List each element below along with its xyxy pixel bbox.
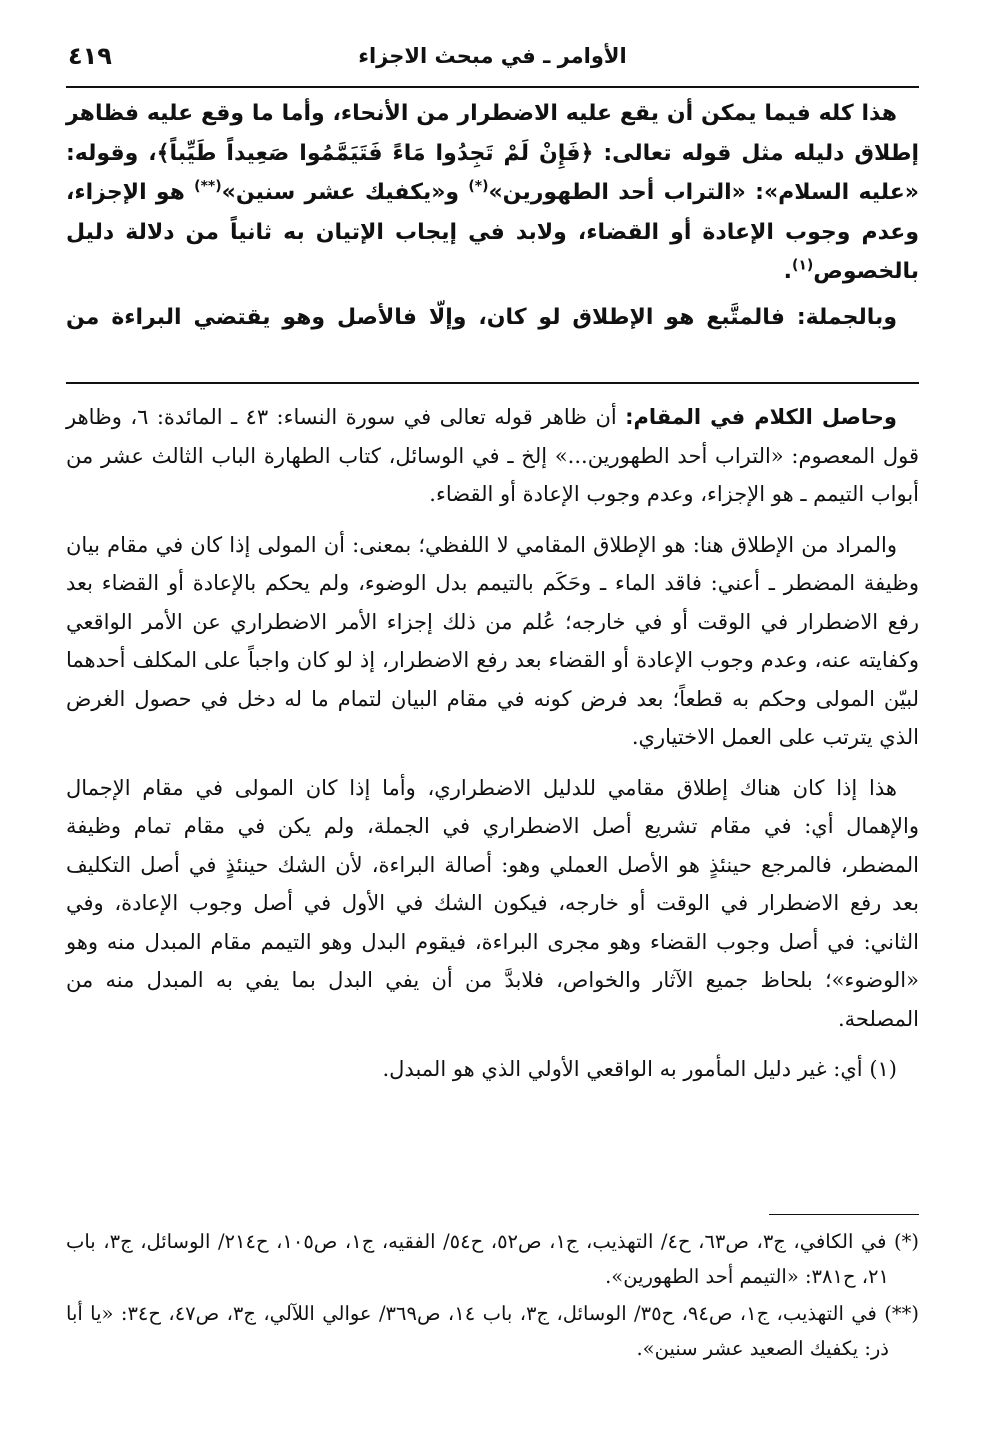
quran-verse: ﴿فَإِنْ لَمْ تَجِدُوا مَاءً فَتَيَمَّمُوا صَعِيداً طَيِّباً﴾ — [156, 140, 594, 166]
page-header — [66, 40, 919, 84]
main-text-segment: ، وقوله: «عليه السلام»: «التراب أحد الطهورين» — [66, 140, 919, 205]
commentary-paragraph: والمراد من الإطلاق هنا: هو الإطلاق المقامي لا اللفظي؛ بمعنى: أن المولى إذا كان في مقام بيان وظيفة المضطر ـ أعني: فاقد الماء ـ وحَكَم بالتيمم بدل الوضوء، ولم يحكم بالإعادة أو القضاء بعد رفع الاضطرار في الوقت أو في خارجه؛ عُلم من ذلك إجزاء الأمر الاضطراري عن الأمر الواقعي وكفايته عنه، وعدم وجوب الإعادة أو القضاء بعد رفع الاضطرار، إذ لو كان واجباً على المكلف أحدهما لبيّن المولى وحكم به قطعاً؛ بعد فرض كونه في مقام البيان لتمام ما له دخل في حصول الغرض الذي يترتب على العمل الاختياري. — [66, 532, 919, 749]
commentary-paragraph — [66, 398, 919, 514]
main-paragraph-continued: وبالجملة: فالمتَّبع هو الإطلاق لو كان، وإلّا فالأصل وهو يقتضي البراءة من — [66, 304, 897, 330]
commentary-divider — [66, 382, 919, 384]
book-page — [66, 0, 919, 1454]
footnote-divider — [769, 1214, 919, 1215]
main-text-segment: . — [783, 259, 792, 284]
main-text-segment: هو الإجزاء، وعدم وجوب الإعادة أو القضاء، ولابد في إيجاب الإتيان به ثانياً من دلالة دليل بالخصوص — [66, 180, 919, 284]
source-marker: (*) — [468, 178, 489, 195]
commentary-section — [66, 398, 919, 1088]
source-footnotes — [66, 1224, 919, 1368]
footnote-marker: (١) — [791, 257, 814, 274]
commentary-lead: وحاصل الكلام في المقام: — [625, 405, 897, 429]
main-text-segment: هذا كله فيما يمكن أن يقع عليه الاضطرار من الأنحاء، وأما ما وقع عليه فظاهر إطلاق دليله مثل قوله تعالى: — [66, 101, 919, 166]
main-text-segment: و«يكفيك عشر سنين» — [221, 180, 469, 205]
commentary-footnote: (١) أي: غير دليل المأمور به الواقعي الأولي الذي هو المبدل. — [382, 1057, 897, 1081]
commentary-paragraph: هذا إذا كان هناك إطلاق مقامي للدليل الاضطراري، وأما إذا كان المولى في مقام الإجمال والإهمال أي: في مقام تشريع أصل الاضطراري في الجملة، ولم يكن في مقام تمام وظيفة المضطر، فالمرجع حينئذٍ هو الأصل العملي وهو: أصالة البراءة، لأن الشك حينئذٍ في أصل التكليف بعد رفع الاضطرار في الوقت أو خارجه، فيكون الشك في الأول في أصل وجوب الإعادة، وفي الثاني: في أصل وجوب القضاء وهو مجرى البراءة، فيقوم البدل وهو التيمم مقام المبدل منه وهو «الوضوء»؛ بلحاظ جميع الآثار والخواص، فلابدَّ من أن يفي البدل بما يفي به المبدل منه من المصلحة. — [66, 775, 919, 1031]
source-footnote: (*) في الكافي، ج٣، ص٦٣، ح٤/ التهذيب، ج١، ص٥٢، ح٥٤/ الفقيه، ج١، ص١٠٥، ح٢١٤/ الوسائل، ج٣، باب ٢١، ح٣٨١: «التيمم أحد الطهورين». — [66, 1230, 919, 1288]
header-divider — [66, 86, 919, 88]
main-paragraph — [66, 94, 919, 292]
source-marker: (**) — [194, 178, 222, 195]
commentary-text: أن ظاهر قوله تعالى في سورة النساء: ٤٣ ـ المائدة: ٦، وظاهر قول المعصوم: «التراب أحد الطهورين...» إلخ ـ في الوسائل، كتاب الطهارة الباب الثالث عشر من أبواب التيمم ـ هو الإجزاء، وعدم وجوب الإعادة أو القضاء. — [66, 405, 919, 506]
source-footnote: (**) في التهذيب، ج١، ص٩٤، ح٣٥/ الوسائل، ج٣، باب ١٤، ص٣٦٩/ عوالي اللآلي، ج٣، ص٤٧، ح٣٤: «يا أبا ذر: يكفيك الصعيد عشر سنين». — [66, 1302, 919, 1360]
main-text — [66, 94, 919, 337]
page-number: ٤١٩ — [68, 42, 112, 70]
running-title: الأوامر ـ في مبحث الاجزاء — [358, 44, 627, 68]
